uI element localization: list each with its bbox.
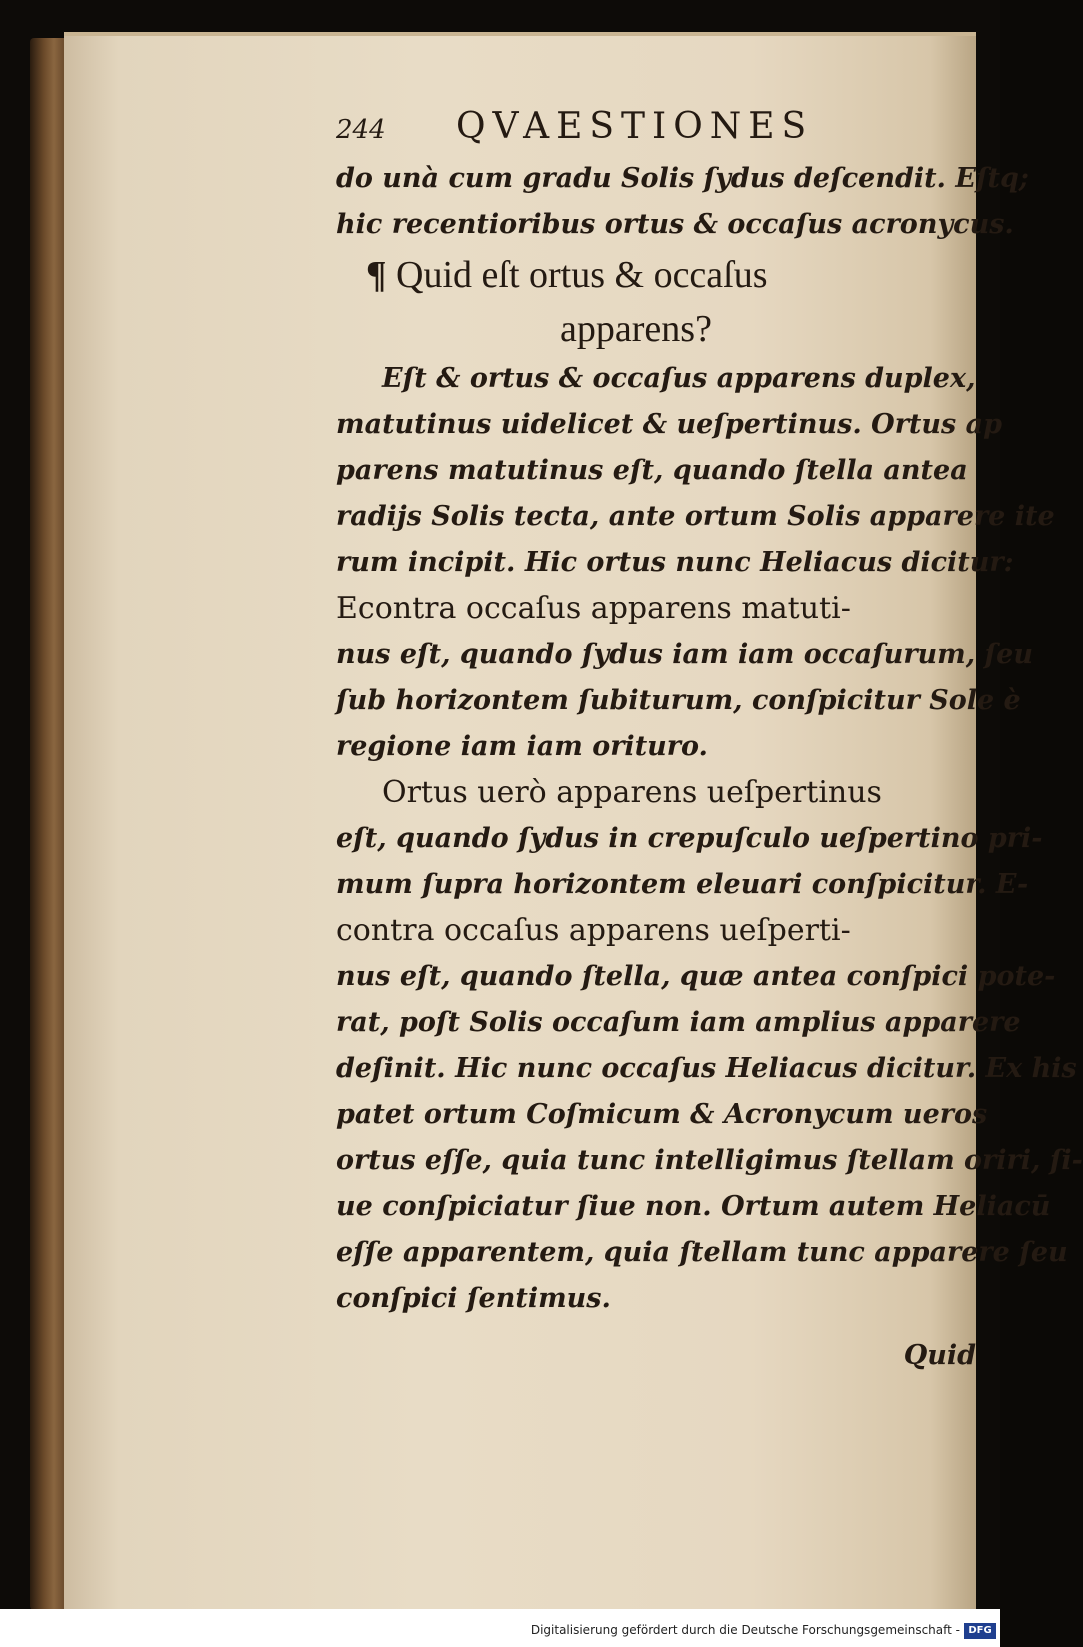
text-line: matutinus uidelicet & ueſpertinus. Ortus ap <box>336 409 1002 440</box>
text-line: radijs Solis tecta, ante ortum Solis apparere ite <box>336 501 1055 532</box>
text-line: regione iam iam orituro. <box>336 731 708 762</box>
text-line: hic recentioribus ortus & occaſus acronycus. <box>336 209 1014 240</box>
text-line: Econtra occaſus apparens matuti- <box>336 591 851 626</box>
text-line: eſt, quando ſydus in crepuſculo ueſpertino pri- <box>336 823 1043 854</box>
text-line: rat, poſt Solis occaſum iam amplius apparere <box>336 1007 1021 1038</box>
digitization-footer <box>0 1609 1000 1647</box>
text-line: parens matutinus eſt, quando ſtella antea <box>336 455 968 486</box>
text-line: patet ortum Coſmicum & Acronycum ueros <box>336 1099 988 1130</box>
footer-credit: Digitalisierung gefördert durch die Deutsche Forschungsgemeinschaft - <box>530 1623 960 1637</box>
text-line: contra occaſus apparens ueſperti- <box>336 913 851 948</box>
text-line: eſſe apparentem, quia ſtellam tunc apparere ſeu <box>336 1237 1068 1268</box>
text-line: do unà cum gradu Solis ſydus deſcendit. Eſtq; <box>336 163 1029 194</box>
book-page <box>64 32 1083 1616</box>
text-line: mum ſupra horizontem eleuari conſpicitur. E- <box>336 869 1029 900</box>
page-header <box>336 106 976 156</box>
text-line: ortus eſſe, quia tunc intelligimus ſtellam oriri, ſi- <box>336 1145 1083 1176</box>
text-line: Eſt & ortus & occaſus apparens duplex, <box>382 363 976 394</box>
heading-line-1: Quid eſt ortus & occaſus <box>396 254 768 296</box>
text-line: nus eſt, quando ſtella, quæ antea conſpici pote- <box>336 961 1056 992</box>
catchword: Quid <box>903 1340 976 1371</box>
section-heading <box>336 248 976 302</box>
heading-line-2: apparens? <box>560 308 712 350</box>
text-line: nus eſt, quando ſydus iam iam occaſurum, ſeu <box>336 639 1033 670</box>
text-line: conſpici ſentimus. <box>336 1283 611 1314</box>
text-line: rum incipit. Hic ortus nunc Heliacus dicitur: <box>336 547 1014 578</box>
text-line: Ortus uerò apparens ueſpertinus <box>382 775 882 810</box>
text-line: ſub horizontem ſubiturum, conſpicitur Sole è <box>336 685 1021 716</box>
text-line: ue conſpiciatur ſiue non. Ortum autem Heliacū <box>336 1191 1051 1222</box>
text-line: deſinit. Hic nunc occaſus Heliacus dicitur. Ex his <box>336 1053 1077 1084</box>
page-number: 244 <box>336 115 386 145</box>
pilcrow-icon: ¶ <box>366 254 397 296</box>
running-title: QVAESTIONES <box>456 106 814 147</box>
dfg-logo-icon: DFG <box>964 1623 996 1639</box>
page-text-block <box>336 106 1083 1371</box>
